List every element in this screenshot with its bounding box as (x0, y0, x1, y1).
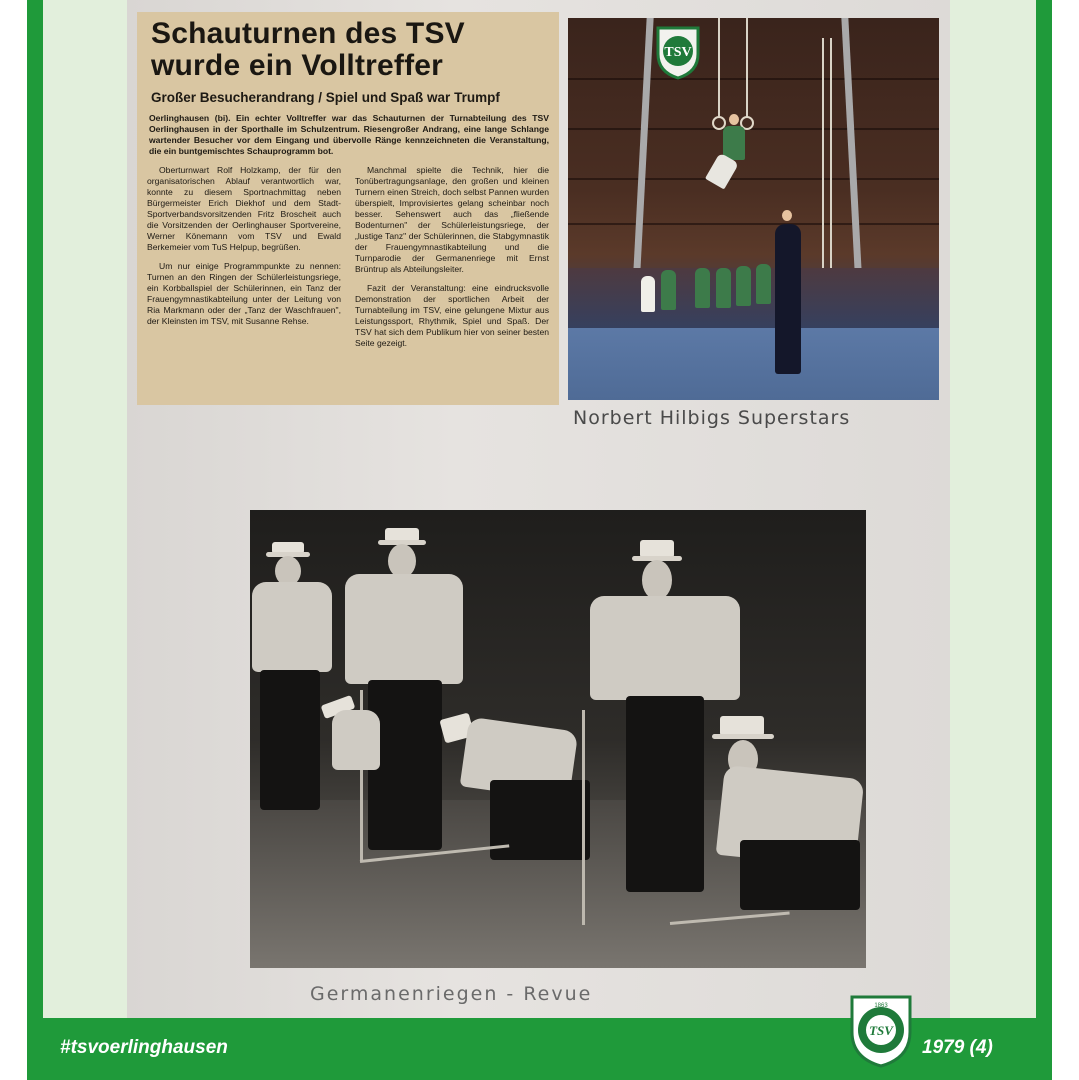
gymnastics-photo (568, 18, 939, 400)
article-column-left (147, 165, 341, 357)
article-lead: Oerlinghausen (bi). Ein echter Volltreffer war das Schauturnen der Turnabteilung des TSV Oerlinghausen in der Sporthalle im Schulzentrum. Riesengroßer Andrang, eine lange Schlange wartender Besucher vor dem Eingang und übervolle Ränge kennzeichneten die Veranstaltung, die ein buntgemischtes Schauprogramm bot. (149, 113, 549, 156)
gym-crest-letters: TSV (664, 45, 692, 60)
headline-line-2: wurde ein Volltreffer (151, 49, 444, 82)
article-columns (147, 165, 549, 357)
article-column-right (355, 165, 549, 357)
mint-margin-left (43, 0, 127, 1018)
newspaper-clipping (137, 12, 559, 405)
frame-border-right (1036, 0, 1052, 1080)
crest-letters: TSV (869, 1023, 893, 1038)
gym-banner-crest-icon (654, 24, 702, 80)
frame-border-left (27, 0, 43, 1080)
article-paragraph: Um nur einige Programmpunkte zu nennen: Turnen an den Ringen der Schülerleistungsriege, ein Korbballspiel der Schülerinnen, ein Tanz der Frauengymnastikabteilung unter der Leitung von Ria Markmann oder der „Tanz der Waschfrauen", der Kleinsten im TSV, mit Susanne Rehse. (147, 261, 341, 326)
revue-photo (250, 510, 866, 968)
gym-photo-caption: Norbert Hilbigs Superstars (573, 407, 851, 429)
article-subheadline: Großer Besucherandrang / Spiel und Spaß war Trumpf (151, 90, 500, 105)
crest-founding-year: 1863 (874, 1003, 888, 1009)
tsv-crest-icon (848, 994, 914, 1068)
article-headline (147, 18, 549, 82)
mint-margin-right (950, 0, 1036, 1018)
article-paragraph: Oberturnwart Rolf Holzkamp, der für den organisatorischen Ablauf verantwortlich war, konnte zu diesem Sportnachmittag neben Bürgermeister Erich Diekhof und dem Stadt-Sportverbandsvorsitzenden Fritz Broscheit auch die Vorsitzenden der Oerlinghauser Sportvereine, Werner Könemann vom TSV und Ewald Berkemeier vom TuS Helpup, begrüßen. (147, 165, 341, 252)
headline-line-1: Schauturnen des TSV (151, 17, 465, 50)
article-paragraph: Fazit der Veranstaltung: eine eindrucksvolle Demonstration der sportlichen Arbeit der Turnabteilung im TSV, eine gelungene Mixtur aus Leistungssport, Rhythmik, Spiel und Spaß. Der TSV hat sich dem Publikum hier von seiner besten Seite gezeigt. (355, 283, 549, 348)
revue-photo-caption: Germanenriegen - Revue (310, 983, 593, 1005)
article-paragraph: Manchmal spielte die Technik, hier die Tonübertragungsanlage, den großen und kleinen Turnern einen Streich, doch selbst Pannen wurden überspielt, Improvisiertes gelang scheinbar noch besser. Sehenswert auch das „fließende Bodenturnen" der Schülerleistungsriege, der „lustige Tanz" der Schülerinnen, die Stabgymnastik der Frauengymnastikabteilung und die Turnparodie der Germanenriege mit Ernst Brüntrup als Abteilungsleiter. (355, 165, 549, 274)
footer-hashtag[interactable]: #tsvoerlinghausen (60, 1037, 228, 1058)
footer-year-label: 1979 (4) (922, 1037, 993, 1058)
